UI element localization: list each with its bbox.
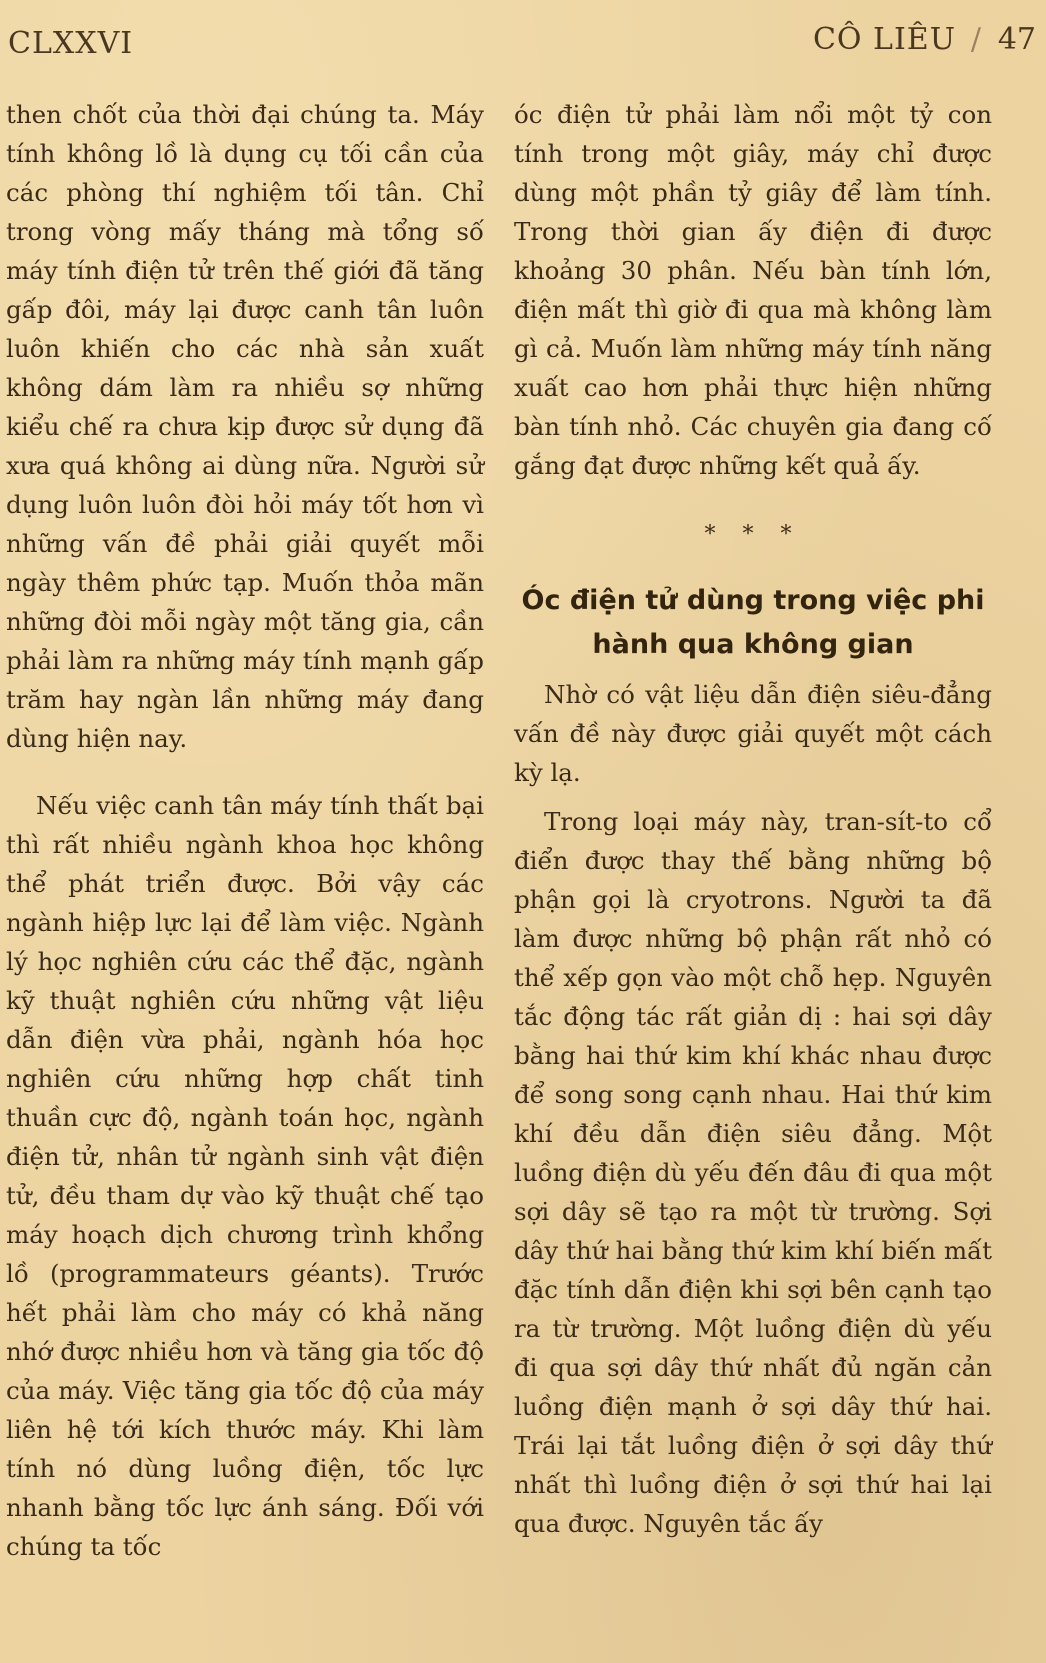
section-divider: * * * [704,522,802,547]
left-column [6,95,484,1566]
page-header [0,0,1046,80]
chapter-number: CLXXVI [8,26,134,61]
right-paragraph-2: Nhờ có vật liệu dẫn điện siêu-đẳng vấn đề này được giải quyết một cách kỳ lạ. [514,680,992,787]
right-paragraph-3: Trong loại máy này, tran-sít-to cổ điển được thay thế bằng những bộ phận gọi là cryotrons. Người ta đã làm được những bộ phận rất nhỏ có thể xếp gọn vào một chỗ hẹp. Nguyên tắc động tác rất giản dị : hai sợi dây bằng hai thứ kim khí khác nhau được để song song cạnh nhau. Hai thứ kim khí đều dẫn điện siêu đẳng. Một luồng điện dù yếu đến đâu đi qua một sợi dây sẽ tạo ra một từ trường. Sợi dây thứ hai bằng thứ kim khí biến mất đặc tính dẫn điện khi sợi bên cạnh tạo ra từ trường. Một luồng điện dù yếu đi qua sợi dây thứ nhất đủ ngăn cản luồng điện mạnh ở sợi dây thứ hai. Trái lại tắt luồng điện ở sợi dây thứ nhất thì luồng điện ở sợi thứ hai lại qua được. Nguyên tắc ấy [514,807,992,1538]
running-title: CÔ LIÊU [812,22,956,57]
right-column [514,95,992,1543]
page-number: 47 [997,22,1036,57]
header-separator: / [970,22,981,57]
left-paragraph-1: then chốt của thời đại chúng ta. Máy tính không lồ là dụng cụ tối cần của các phòng thí nghiệm tối tân. Chỉ trong vòng mấy tháng mà tổng số máy tính điện tử trên thế giới đã tăng gấp đôi, máy lại được canh tân luôn luôn khiến cho các nhà sản xuất không dám làm ra nhiều sợ những kiểu chế ra chưa kịp được sử dụng đã xưa quá không ai dùng nữa. Người sử dụng luôn luôn đòi hỏi máy tốt hơn vì những vấn đề phải giải quyết mỗi ngày thêm phức tạp. Muốn thỏa mãn những đòi mỗi ngày một tăng gia, cần phải làm ra những máy tính mạnh gấp trăm hay ngàn lần những máy đang dùng hiện nay. [6,100,484,753]
right-paragraph-1: óc điện tử phải làm nổi một tỷ con tính trong một giây, máy chỉ được dùng một phần tỷ giây để làm tính. Trong thời gian ấy điện đi được khoảng 30 phân. Nếu bàn tính lớn, điện mất thì giờ đi qua mà không làm gì cả. Muốn làm những máy tính năng xuất cao hơn phải thực hiện những bàn tính nhỏ. Các chuyên gia đang cố gắng đạt được những kết quả ấy. [514,100,992,480]
section-heading: Óc điện tử dùng trong việc phi hành qua không gian [521,585,985,660]
left-paragraph-2: Nếu việc canh tân máy tính thất bại thì rất nhiều ngành khoa học không thể phát triển được. Bởi vậy các ngành hiệp lực lại để làm việc. Ngành lý học nghiên cứu các thể đặc, ngành kỹ thuật nghiên cứu những vật liệu dẫn điện vừa phải, ngành hóa học nghiên cứu những hợp chất tinh thuần cực độ, ngành toán học, ngành điện tử, nhân tử ngành sinh vật điện tử, đều tham dự vào kỹ thuật chế tạo máy hoạch dịch chương trình khổng lồ (programmateurs géants). Trước hết phải làm cho máy có khả năng nhớ được nhiều hơn và tăng gia tốc độ của máy. Việc tăng gia tốc độ của máy liên hệ tới kích thước máy. Khi làm tính nó dùng luồng điện, tốc lực nhanh bằng tốc lực ánh sáng. Đối với chúng ta tốc [6,791,484,1561]
